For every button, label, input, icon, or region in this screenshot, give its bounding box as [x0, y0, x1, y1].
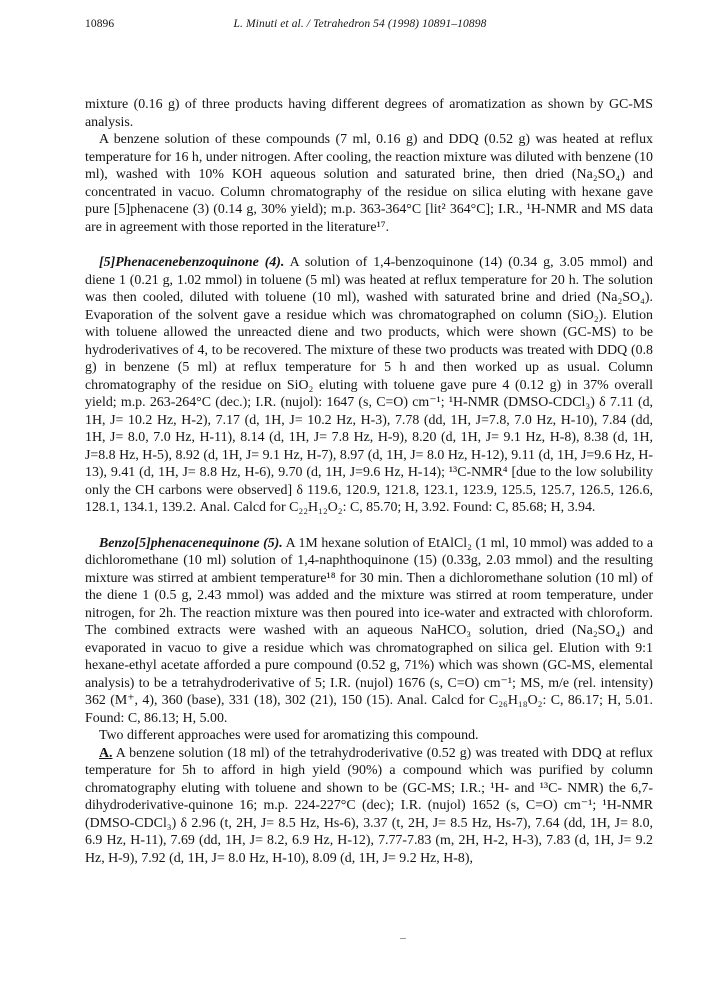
running-header: L. Minuti et al. / Tetrahedron 54 (1998) 10891–10898 [233, 18, 487, 30]
compound-4-text: A solution of 1,4-benzoquinone (14) (0.34 g, 3.05 mmol) and diene 1 (0.21 g, 1.02 mmol) in toluene (5 ml) was heated at reflux temperature for 20 h. The solution was then cooled, diluted with toluene (10 ml), washed with saturated brine and dried (Na₂SO₄). Evaporation of the solvent gave a residue which was chromatographed on column (SiO₂). Elution with toluene allowed the unreacted diene and two products, which were shown (GC-MS) to be hydroderivatives of 4, to be recovered. The mixture of these two products was treated with DDQ (0.8 g) in benzene (5 ml) at reflux temperature for 5 h and then worked up as usual. Column chromatography of the residue on SiO₂ eluting with toluene gave pure 4 (0.12 g) in 37% overall yield; m.p. 263-264°C (dec.); I.R. (nujol): 1647 (s, C=O) cm⁻¹; ¹H-NMR (DMSO-CDCl₃) δ 7.11 (d, 1H, J= 10.2 Hz, H-2), 7.17 (d, 1H, J= 10.2 Hz, H-3), 7.78 (dd, 1H, J=7.8, 7.0 Hz, H-10), 7.84 (dd, 1H, J= 8.0, 7.0 Hz, H-11), 8.14 (d, 1H, J= 7.8 Hz, H-9), 8.20 (d, 1H, J= 9.1 Hz, H-8), 8.38 (d, 1H, J=8.8 Hz, H-5), 8.92 (d, 1H, J= 9.1 Hz, H-7), 8.97 (d, 1H, J= 8.0 Hz, H-12), 9.11 (d, 1H, J=9.6 Hz, H-13), 9.41 (d, 1H, J= 8.8 Hz, H-6), 9.70 (d, 1H, J=9.6 Hz, H-14); ¹³C-NMR⁴ [due to the low solubility only the CH carbons were observed] δ 119.6, 120.9, 121.8, 123.1, 123.9, 125.5, 125.7, 126.5, 126.6, 128.1, 134.1, 139.2. Anal. Calcd for C₂₂H₁₂O₂: C, 85.70; H, 3.92. Found: C, 85.68; H, 3.94. [85, 255, 653, 515]
article-body [85, 96, 653, 867]
compound-4-heading: [5]Phenacenebenzoquinone (4). [99, 255, 285, 270]
paragraph-compound-4 [85, 254, 653, 517]
approach-a-text: A benzene solution (18 ml) of the tetrahydroderivative (0.52 g) was treated with DDQ at reflux temperature for 5h to afford in high yield (90%) a compound which was purified by column chromatography eluting with toluene and shown to be (GC-MS; I.R.; ¹H- and ¹³C- NMR) the 6,7-dihydroderivative-quinone 16; m.p. 224-227°C (dec); I.R. (nujol) 1652 (s, C=O) cm⁻¹; ¹H-NMR (DMSO-CDCl₃) δ 2.96 (t, 2H, J= 8.5 Hz, Hs-6), 3.37 (t, 2H, J= 8.5 Hz, Hs-7), 7.64 (dd, 1H, J= 8.0, 6.9 Hz, H-11), 7.69 (dd, 1H, J= 8.2, 6.9 Hz, H-12), 7.77-7.83 (m, 2H, H-2, H-3), 7.83 (d, 1H, J= 9.2 Hz, H-9), 7.92 (d, 1H, J= 8.0 Hz, H-10), 8.09 (d, 1H, J= 9.2 Hz, H-8), [85, 745, 653, 866]
compound-5-heading: Benzo[5]phenacenequinone (5). [99, 535, 283, 551]
paragraph-continuation: mixture (0.16 g) of three products having different degrees of aromatization as shown by GC-MS analysis. [85, 97, 653, 130]
paragraph-approaches: Two different approaches were used for aromatizing this compound. [99, 728, 479, 743]
approach-a-label: A. [99, 745, 113, 761]
compound-5-text: A 1M hexane solution of EtAlCl₂ (1 ml, 10 mmol) was added to a dichloromethane (10 ml) solution of 1,4-naphthoquinone (15) (0.33g, 2.03 mmol) and the resulting mixture was stirred at ambient temperature¹⁸ for 30 min. Then a dichloromethane solution (10 ml) of the diene 1 (0.5 g, 2.43 mmol) was added and the mixture was stirred at room temperature, under nitrogen, for 2h. The reaction mixture was then poured into ice-water and extracted with chloroform. The combined extracts were washed with an aqueous NaHCO₃ solution, dried (Na₂SO₄) and evaporated in vacuo to give a residue which was chromatographed on silica gel. Elution with 9:1 hexane-ethyl acetate afforded a pure compound (0.52 g, 71%) which was shown (GC-MS, elemental analysis) to be a tetrahydroderivative of 5; I.R. (nujol) 1676 (s, C=O) cm⁻¹; MS, m/e (rel. intensity) 362 (M⁺, 4), 360 (base), 331 (18), 302 (21), 150 (15). Anal. Calcd for C₂₆H₁₈O₂: C, 86.17; H, 5.01. Found: C, 86.13; H, 5.00. [85, 535, 653, 726]
page-number: 10896 [85, 18, 115, 30]
paragraph-compound-5 [85, 535, 653, 728]
paragraph-approach-a [85, 745, 653, 868]
scan-mark [400, 938, 406, 939]
paragraph-phenacene-synthesis: A benzene solution of these compounds (7 ml, 0.16 g) and DDQ (0.52 g) was heated at reflux temperature for 16 h, under nitrogen. After cooling, the reaction mixture was diluted with benzene (10 ml), washed with 10% KOH aqueous solution and saturated brine, then dried (Na₂SO₄) and concentrated in vacuo. Column chromatography of the residue on silica eluting with hexane gave pure [5]phenacene (3) (0.14 g, 30% yield); m.p. 363-364°C [lit² 364°C]; I.R., ¹H-NMR and MS data are in agreement with those reported in the literature¹⁷. [85, 132, 653, 235]
